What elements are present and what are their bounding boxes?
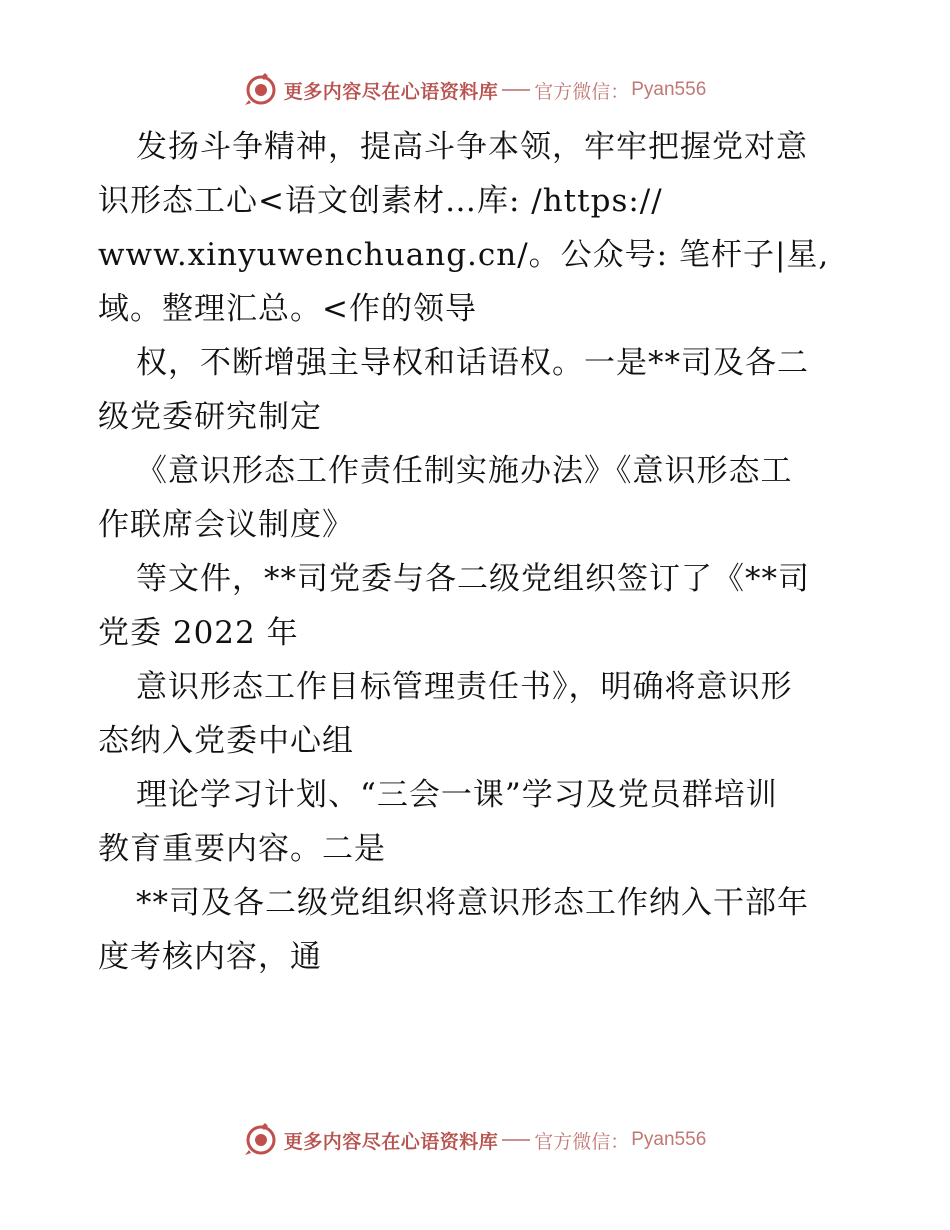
brand-logo-icon [244, 73, 278, 107]
banner-divider [502, 1139, 530, 1141]
banner-text: 更多内容尽在心语资料库 [283, 1130, 499, 1153]
text-line: 等文件，**司党委与各二级党组织签订了《**司 [136, 561, 810, 597]
text-line: 意识形态工作目标管理责任书》，明确将意识形 [136, 669, 793, 705]
text-line: 识形态工心<语文创素材…库: /https:// [98, 183, 663, 219]
banner-wechat-id: Pyan556 [631, 1129, 707, 1150]
text-line: 作联席会议制度》 [98, 507, 354, 543]
text-line: 权，不断增强主导权和话语权。一是**司及各二 [136, 345, 809, 381]
text-line: www.xinyuwenchuang.cn/。公众号: 笔杆子|星, [98, 237, 830, 273]
header-banner [0, 70, 950, 110]
text-line: 态纳入党委中心组 [98, 723, 354, 759]
text-line: 理论学习计划、“三会一课”学习及党员群培训 [136, 777, 778, 813]
text-line: 党委 2022 年 [98, 615, 299, 651]
banner-text: 更多内容尽在心语资料库 [283, 80, 499, 103]
text-line: 级党委研究制定 [98, 399, 322, 435]
text-line: 教育重要内容。二是 [98, 831, 386, 867]
banner-divider [502, 89, 530, 91]
text-line: 《意识形态工作责任制实施办法》《意识形态工 [136, 453, 793, 489]
text-line: 发扬斗争精神，提高斗争本领，牢牢把握党对意 [136, 129, 808, 165]
brand-logo-icon [244, 1123, 278, 1157]
footer-banner [0, 1120, 950, 1160]
text-line: **司及各二级党组织将意识形态工作纳入干部年 [136, 885, 809, 921]
banner-wechat-label: 官方微信： [534, 1130, 630, 1153]
banner-wechat-id: Pyan556 [631, 79, 707, 100]
document-body [98, 120, 858, 984]
text-line: 度考核内容，通 [98, 939, 322, 975]
text-line: 域。整理汇总。<作的领导 [98, 291, 477, 327]
banner-wechat-label: 官方微信： [534, 80, 630, 103]
